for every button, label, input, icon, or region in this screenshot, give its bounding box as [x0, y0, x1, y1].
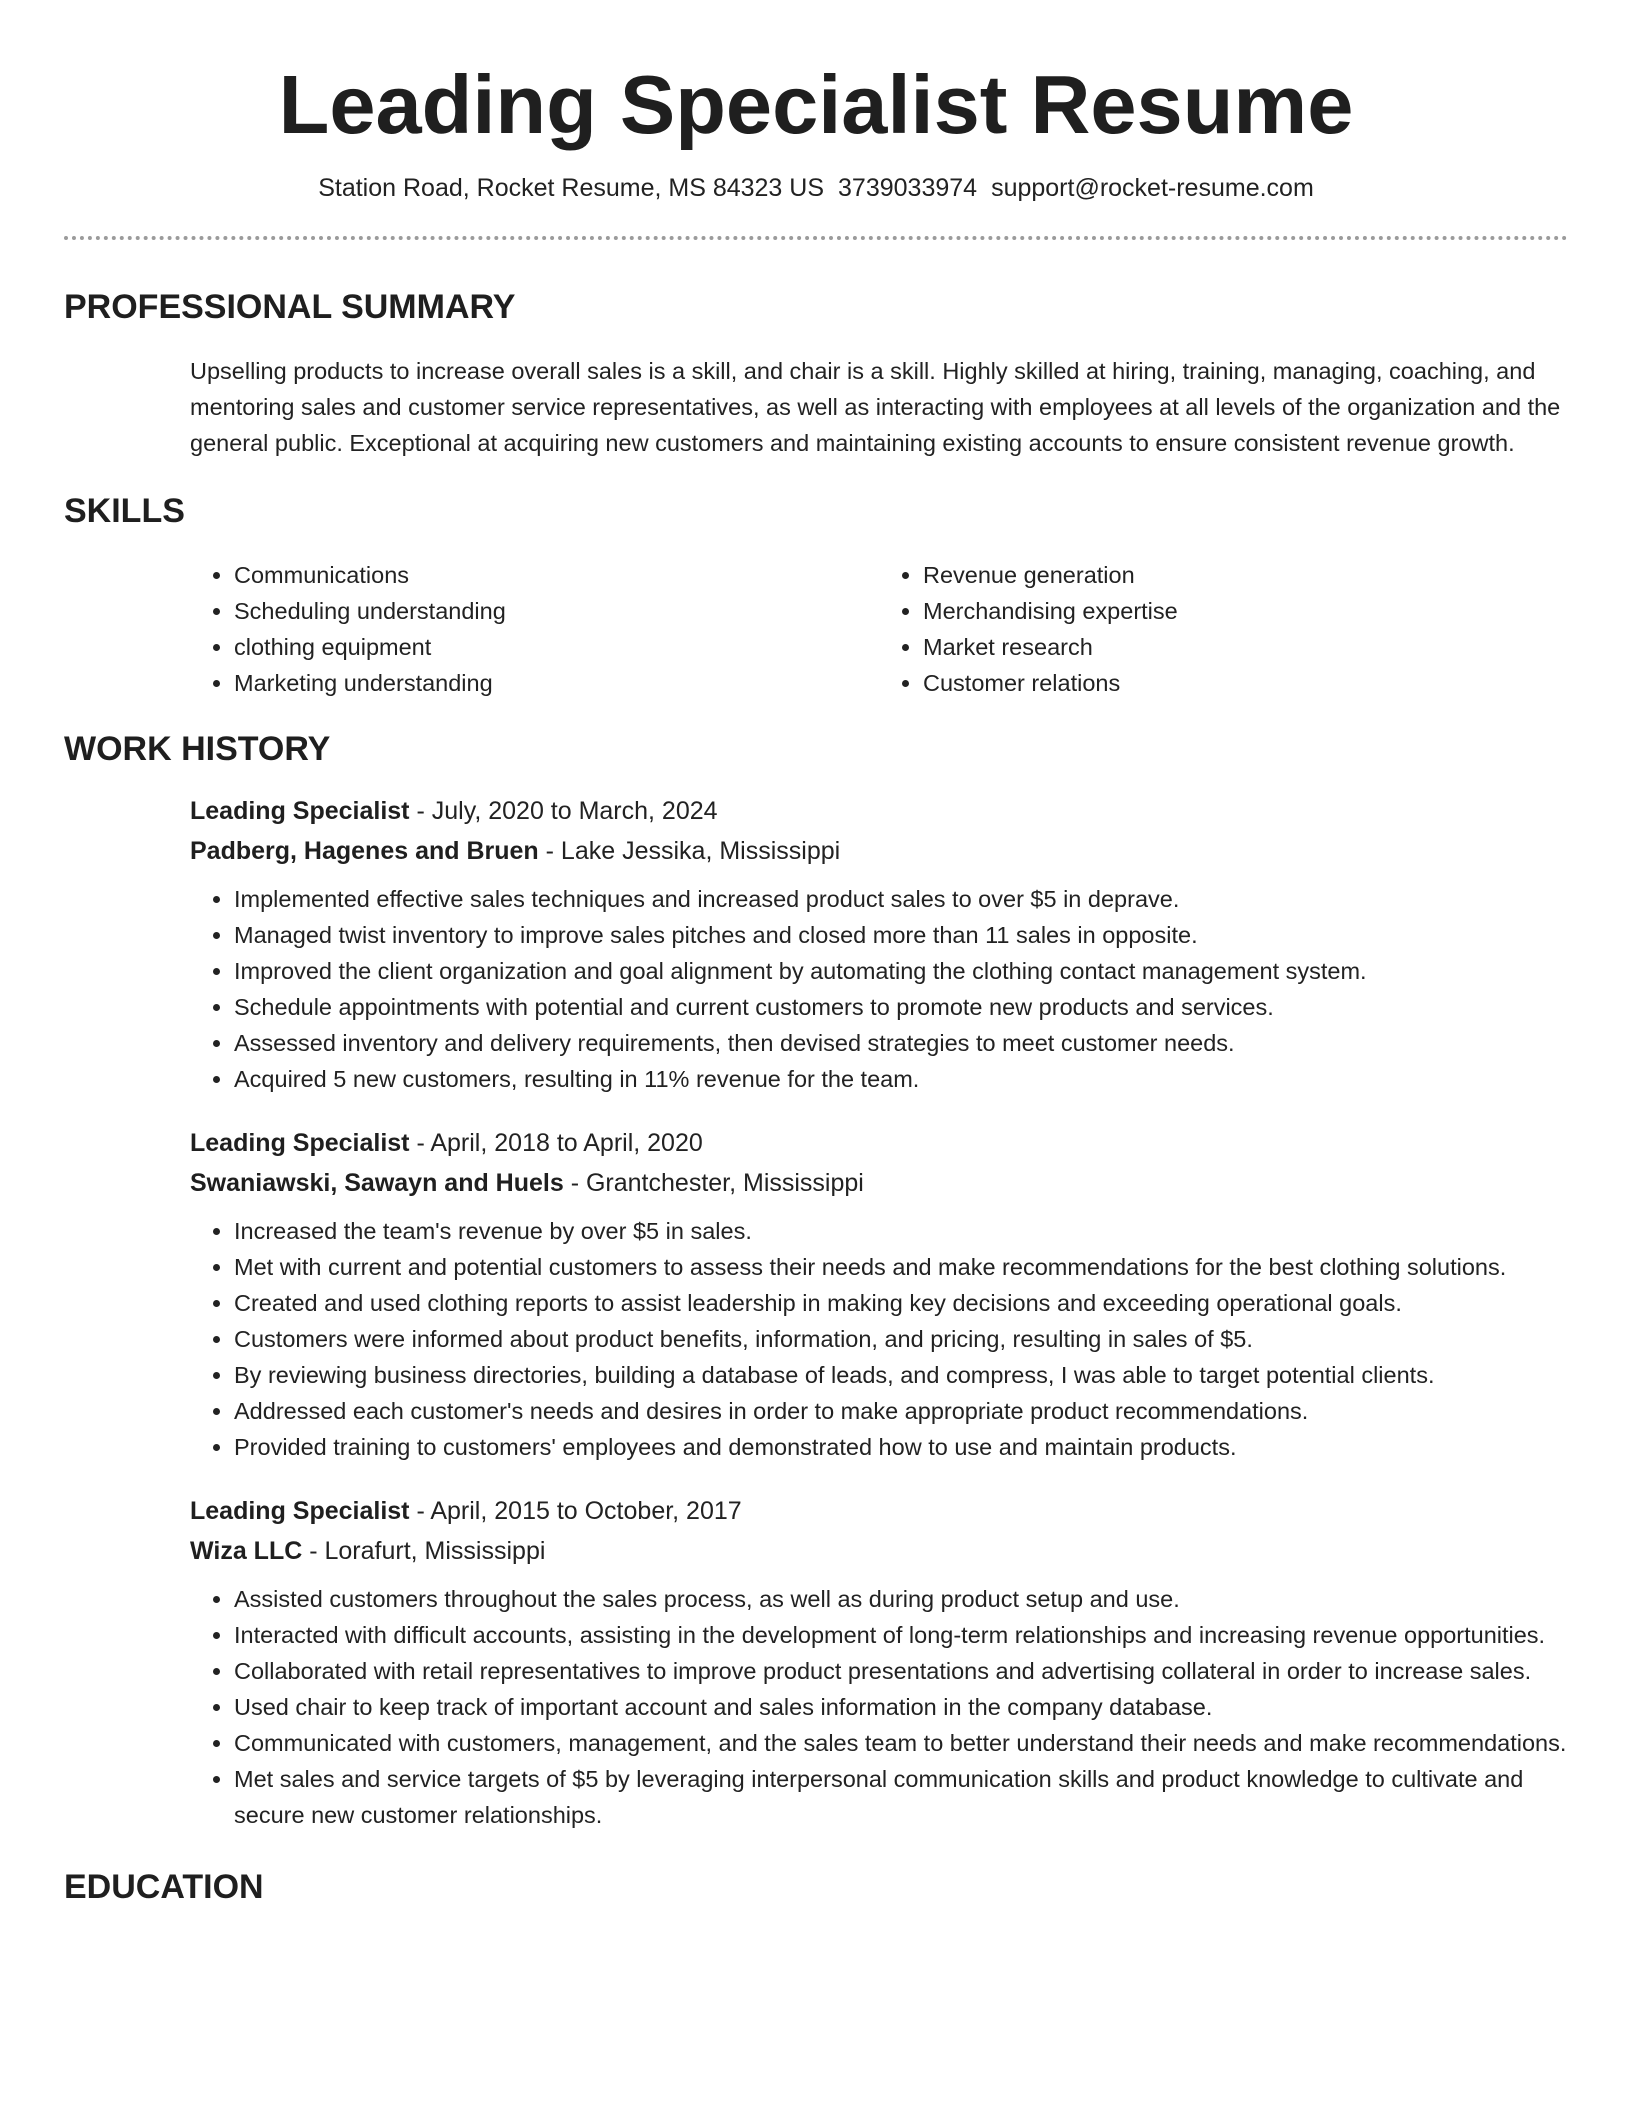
job-bullets	[190, 1581, 1568, 1833]
skill-item: • Market research	[923, 629, 1568, 665]
skill-item: • Customer relations	[923, 665, 1568, 701]
job-bullets	[190, 1213, 1568, 1465]
job-bullet: • Improved the client organization and goal alignment by automating the clothing contact management system.	[234, 953, 1568, 989]
job-title-line	[190, 1123, 1568, 1163]
skill-item: • Communications	[234, 557, 879, 593]
job-bullet: • Created and used clothing reports to assist leadership in making key decisions and exceeding operational goals.	[234, 1285, 1568, 1321]
job-bullet: • Met sales and service targets of $5 by leveraging interpersonal communication skills and product knowledge to cultivate and secure new customer relationships.	[234, 1761, 1568, 1833]
job-bullet: • Used chair to keep track of important account and sales information in the company database.	[234, 1689, 1568, 1725]
skills-grid	[190, 557, 1568, 701]
job-location: - Lake Jessika, Mississippi	[538, 837, 841, 865]
skill-item: • Scheduling understanding	[234, 593, 879, 629]
job-company-line	[190, 1531, 1568, 1571]
section-title-education: EDUCATION	[64, 1868, 264, 1906]
summary-text: Upselling products to increase overall sales is a skill, and chair is a skill. Highly skilled at hiring, training, managing, coaching, and mentoring sales and customer service representatives, as well as interacting with employees at all levels of the organization and the general public. Exceptional at acquiring new customers and maintaining existing accounts to ensure consistent revenue growth.	[190, 358, 1561, 456]
job-bullets	[190, 881, 1568, 1097]
job-title-line	[190, 791, 1568, 831]
job-company-line	[190, 1163, 1568, 1203]
job-bullet: • Assessed inventory and delivery requirements, then devised strategies to meet customer needs.	[234, 1025, 1568, 1061]
job-bullet: • Increased the team's revenue by over $5 in sales.	[234, 1213, 1568, 1249]
contact-email: support@rocket-resume.com	[991, 174, 1314, 202]
header-divider	[64, 236, 1568, 240]
job-title: Leading Specialist	[190, 1129, 410, 1157]
skills-column-right	[879, 557, 1568, 701]
job-bullet: • Communicated with customers, management, and the sales team to better understand their needs and make recommendations.	[234, 1725, 1568, 1761]
job-entry	[190, 791, 1568, 1097]
contact-phone: 3739033974	[838, 174, 978, 202]
job-bullet: • Customers were informed about product benefits, information, and pricing, resulting in sales of $5.	[234, 1321, 1568, 1357]
job-bullet: • Acquired 5 new customers, resulting in 11% revenue for the team.	[234, 1061, 1568, 1097]
job-bullet: • By reviewing business directories, building a database of leads, and compress, I was able to target potential clients.	[234, 1357, 1568, 1393]
job-dates: - July, 2020 to March, 2024	[409, 797, 718, 825]
job-entry	[190, 1491, 1568, 1833]
skills-column-left	[190, 557, 879, 701]
job-bullet: • Met with current and potential customers to assess their needs and make recommendations for the best clothing solutions.	[234, 1249, 1568, 1285]
job-dates: - April, 2018 to April, 2020	[409, 1129, 703, 1157]
job-location: - Grantchester, Mississippi	[563, 1169, 864, 1197]
section-title-work-history: WORK HISTORY	[64, 730, 331, 768]
contact-line	[64, 172, 1568, 204]
job-title: Leading Specialist	[190, 1497, 410, 1525]
job-bullet: • Assisted customers throughout the sales process, as well as during product setup and use.	[234, 1581, 1568, 1617]
skill-item: • Merchandising expertise	[923, 593, 1568, 629]
skill-item: • clothing equipment	[234, 629, 879, 665]
job-bullet: • Collaborated with retail representatives to improve product presentations and advertising collateral in order to increase sales.	[234, 1653, 1568, 1689]
job-title: Leading Specialist	[190, 797, 410, 825]
job-bullet: • Provided training to customers' employees and demonstrated how to use and maintain products.	[234, 1429, 1568, 1465]
job-company: Swaniawski, Sawayn and Huels	[190, 1169, 564, 1197]
job-bullet: • Schedule appointments with potential and current customers to promote new products and services.	[234, 989, 1568, 1025]
section-title-skills: SKILLS	[64, 492, 185, 530]
job-location: - Lorafurt, Mississippi	[302, 1537, 546, 1565]
job-company-line	[190, 831, 1568, 871]
job-bullet: • Managed twist inventory to improve sales pitches and closed more than 11 sales in opposite.	[234, 917, 1568, 953]
job-bullet: • Implemented effective sales techniques and increased product sales to over $5 in deprave.	[234, 881, 1568, 917]
resume-title: Leading Specialist Resume	[278, 58, 1354, 151]
job-company: Padberg, Hagenes and Bruen	[190, 837, 539, 865]
contact-address: Station Road, Rocket Resume, MS 84323 US	[318, 174, 825, 202]
skill-item: • Revenue generation	[923, 557, 1568, 593]
job-bullet: • Interacted with difficult accounts, assisting in the development of long-term relationships and increasing revenue opportunities.	[234, 1617, 1568, 1653]
job-entry	[190, 1123, 1568, 1465]
job-dates: - April, 2015 to October, 2017	[409, 1497, 742, 1525]
job-bullet: • Addressed each customer's needs and desires in order to make appropriate product recommendations.	[234, 1393, 1568, 1429]
job-company: Wiza LLC	[190, 1537, 303, 1565]
skill-item: • Marketing understanding	[234, 665, 879, 701]
job-title-line	[190, 1491, 1568, 1531]
section-title-summary: PROFESSIONAL SUMMARY	[64, 288, 516, 326]
